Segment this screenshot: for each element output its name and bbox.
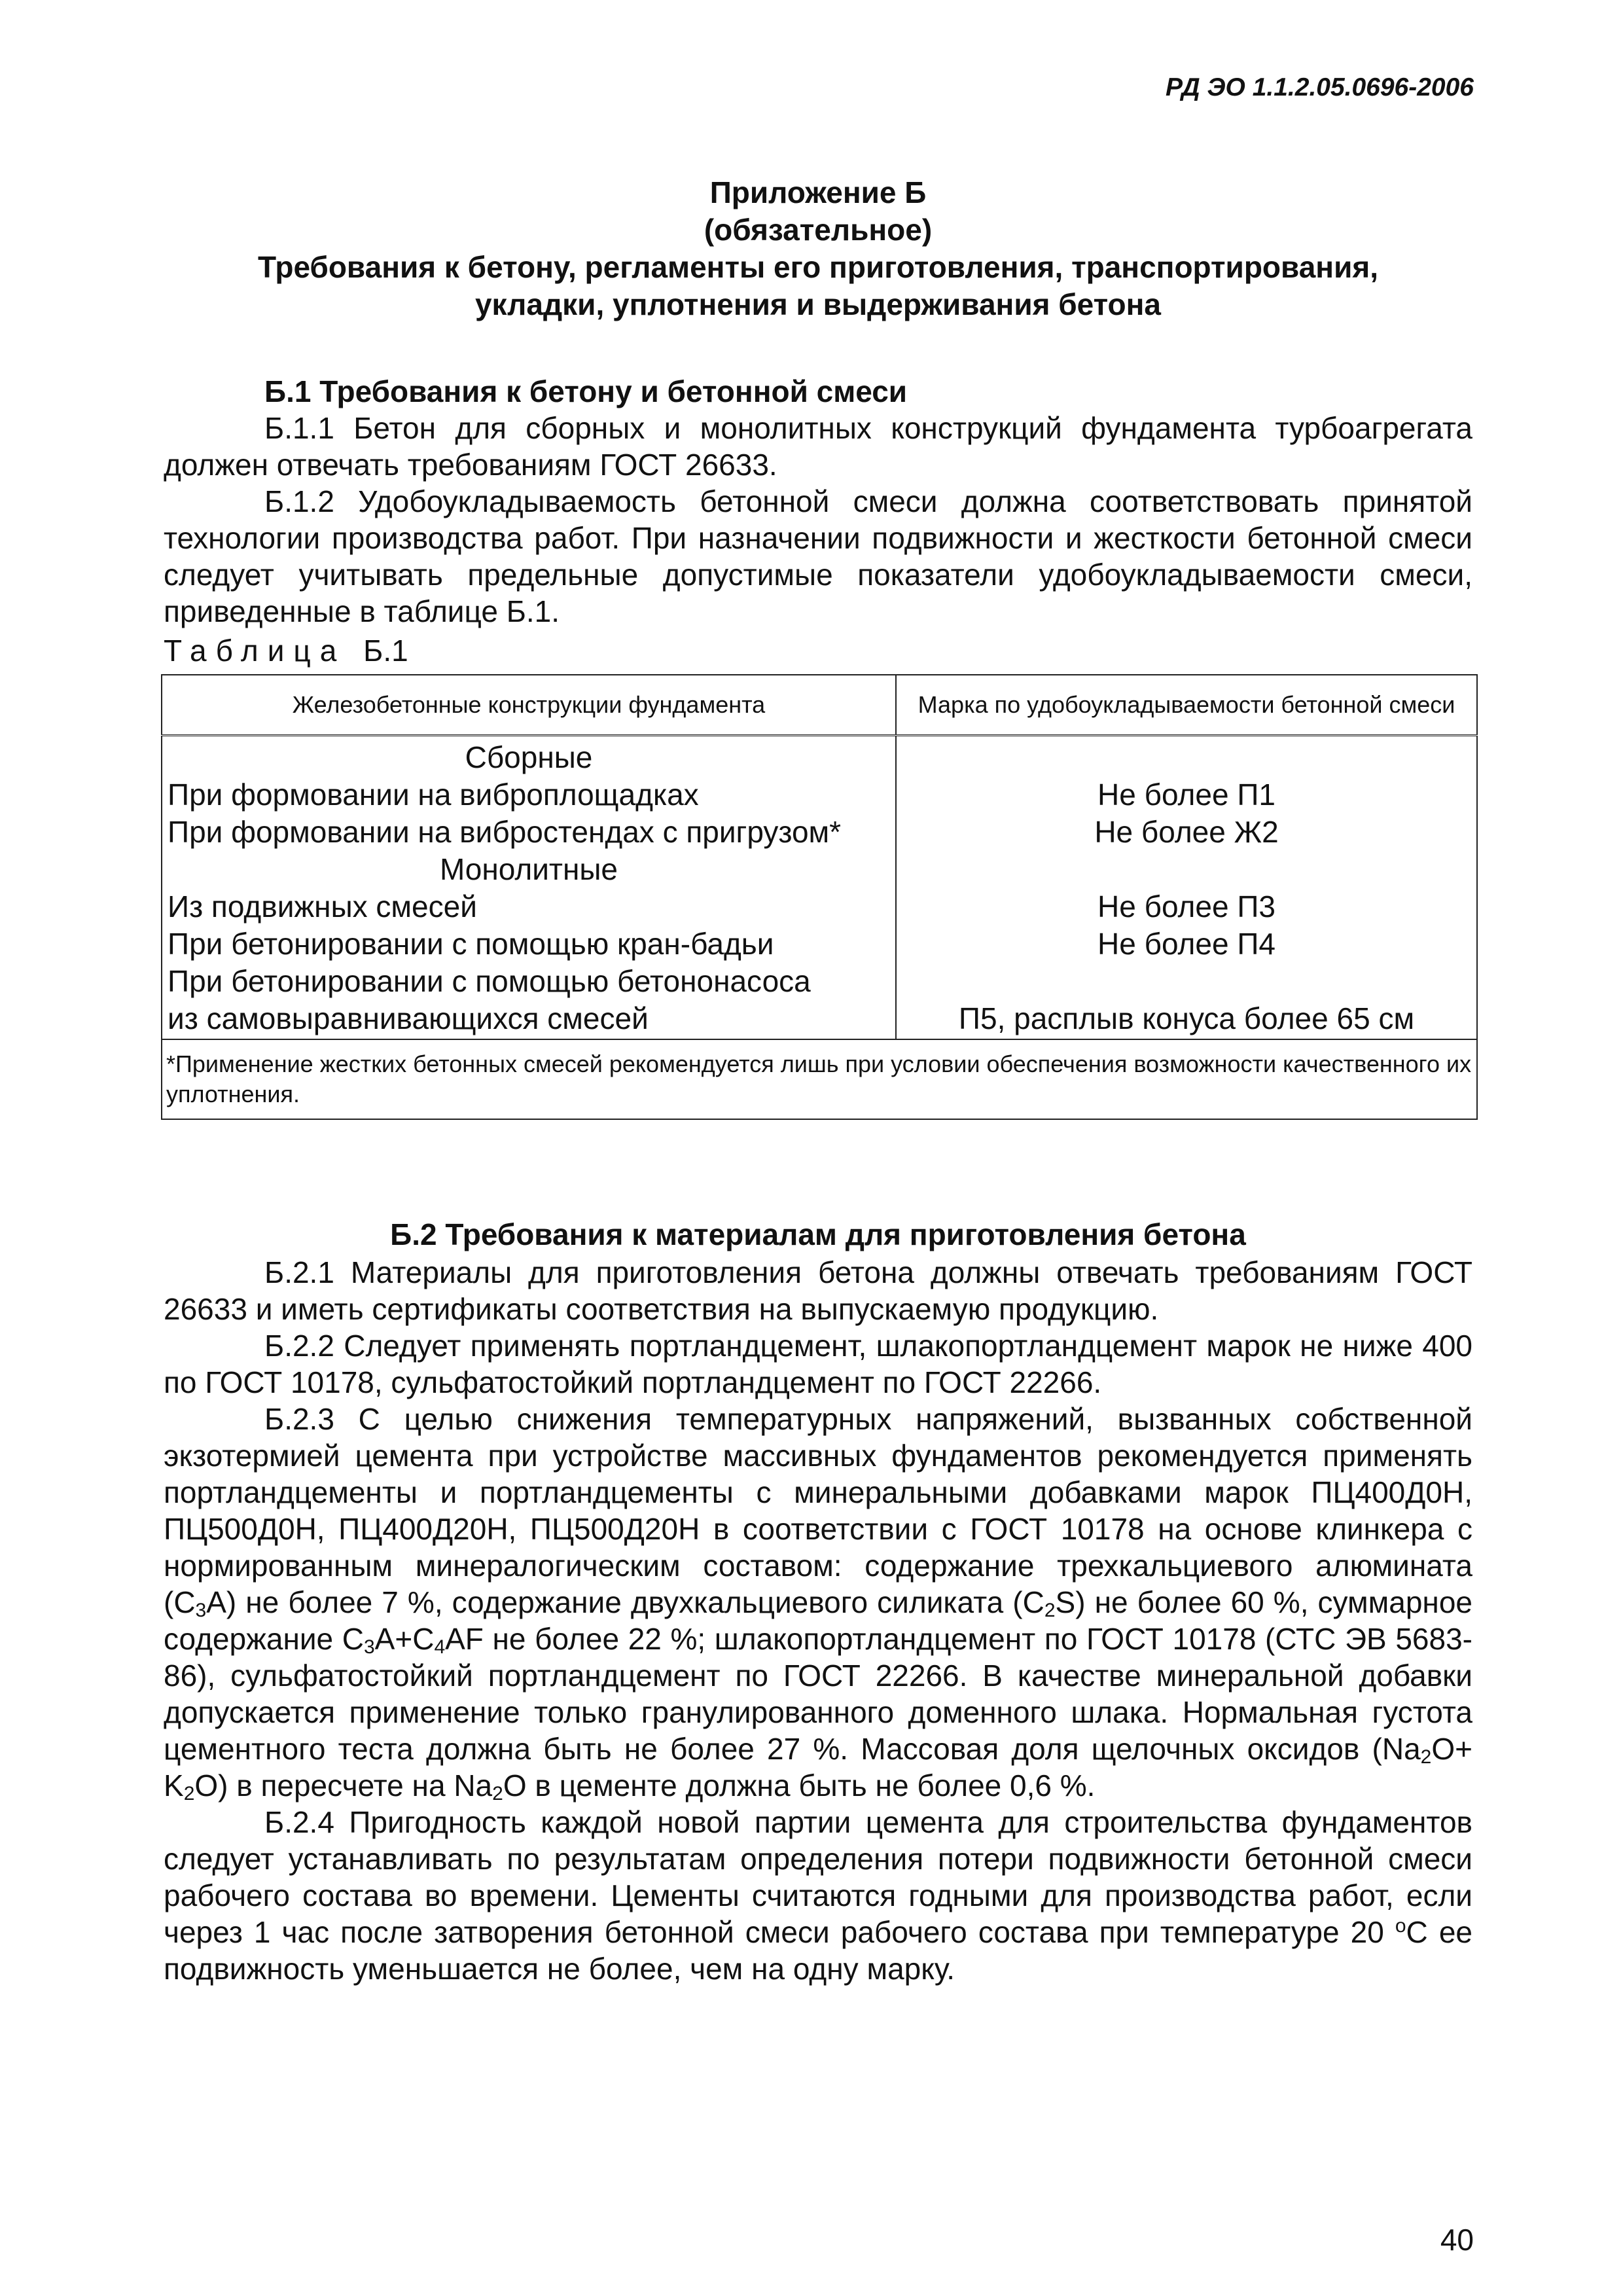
paragraph-b-2-3-text: O+ K (164, 1732, 1472, 1803)
subscript: 3 (195, 1600, 207, 1621)
table-cell-structure: Из подвижных смесей (162, 888, 896, 925)
table-row (162, 851, 1477, 888)
paragraph-b-2-4-text: Б.2.4 Пригодность каждой новой партии цемента для строительства фундаментов следует устанавливать по результатам определения потери подвижности бетонной смеси рабочего состава во времени. Цементы считаются годными для производства работ, если через 1 час после затворения бетонной смеси рабочего состава при температуре 20 (164, 1805, 1472, 1949)
table-cell-value: Не более П4 (896, 925, 1477, 963)
section-1 (164, 373, 1472, 1120)
annex-title: Приложение Б (709, 175, 927, 209)
annex-status: (обязательное) (704, 213, 933, 247)
subscript: 4 (434, 1636, 446, 1658)
page-number: 40 (1440, 2223, 1474, 2257)
paragraph-b-2-2: Б.2.2 Следует применять портландцемент, шлакопортландцемент марок не ниже 400 по ГОСТ 10178, сульфатостойкий портландцемент по ГОСТ 22266. (164, 1329, 1472, 1399)
table-cell-structure: из самовыравнивающихся смесей (162, 1000, 896, 1039)
subscript: 2 (183, 1783, 195, 1804)
paragraph-b-1-1: Б.1.1 Бетон для сборных и монолитных конструкций фундамента турбоагрегата должен отвечать требованиям ГОСТ 26633. (164, 411, 1472, 482)
table-cell-structure: При формовании на виброплощадках (162, 776, 896, 814)
subscript: 2 (492, 1783, 503, 1804)
paragraph-b-2-3-text: O в цементе должна быть не более 0,6 %. (503, 1768, 1096, 1803)
paragraph-b-2-3 (164, 1401, 1472, 1804)
table-caption (164, 632, 1472, 669)
table-cell-value (896, 963, 1477, 1000)
table-cell-value (896, 851, 1477, 888)
annex-subtitle-line2: укладки, уплотнения и выдерживания бетона (474, 287, 1162, 321)
paragraph-b-2-1: Б.2.1 Материалы для приготовления бетона должны отвечать требованиям ГОСТ 26633 и иметь сертификаты соответствия на выпускаемую продукцию. (164, 1255, 1472, 1326)
annex-heading (164, 174, 1472, 323)
document-code: РД ЭО 1.1.2.05.0696-2006 (1165, 73, 1474, 101)
table-row (162, 888, 1477, 925)
table-cell-structure: При бетонировании с помощью бетононасоса (162, 963, 896, 1000)
table-cell-group: Монолитные (162, 851, 896, 888)
paragraph-b-2-3-text: Б.2.3 С целью снижения температурных напряжений, вызванных собственной экзотермией цемента при устройстве массивных фундаментов рекомендуется применять портландцементы и портландцементы с минеральными добавками марок ПЦ400Д0Н, ПЦ500Д0Н, ПЦ400Д20Н, ПЦ500Д20Н в соответствии с ГОСТ 10178 на основе клинкера с нормированным минералогическим составом: содержание трехкальциевого алюмината (C (164, 1402, 1472, 1619)
table-cell-value: Не более Ж2 (896, 814, 1477, 851)
table-row (162, 925, 1477, 963)
section-2-title: Б.2 Требования к материалам для приготовления бетона (390, 1217, 1246, 1251)
table-cell-value: Не более П1 (896, 776, 1477, 814)
table-row (162, 776, 1477, 814)
paragraph-b-2-3-text: A+C (374, 1622, 435, 1656)
paragraph-b-2-3-text: A) не более 7 %, содержание двухкальциевого силиката (C (206, 1585, 1044, 1619)
table-cell-value: П5, расплыв конуса более 65 см (896, 1000, 1477, 1039)
paragraph-b-2-4 (164, 1804, 1472, 1987)
degree-superscript: о (1395, 1915, 1406, 1937)
table-row (162, 736, 1477, 777)
table-footnote: *Применение жестких бетонных смесей рекомендуется лишь при условии обеспечения возможности качественного их уплотнения. (162, 1039, 1477, 1119)
workability-table (161, 674, 1478, 1120)
subscript: 2 (1044, 1600, 1056, 1621)
table-header-structures: Железобетонные конструкции фундамента (162, 675, 896, 736)
table-header-grade: Марка по удобоукладываемости бетонной смеси (896, 675, 1477, 736)
table-cell-structure: При формовании на вибростендах с пригрузом* (162, 814, 896, 851)
paragraph-b-2-3-text: AF не более 22 %; шлакопортландцемент по ГОСТ 10178 (СТС ЭВ 5683-86), сульфатостойкий портландцемент по ГОСТ 22266. В качестве минеральной добавки допускается применение только гранулированного доменного шлака. Нормальная густота цементного теста должна быть не более 27 %. Массовая доля щелочных оксидов (Na (164, 1622, 1472, 1766)
paragraph-b-2-3-text: S) не более 60 %, суммарное содержание C (164, 1585, 1472, 1656)
table-row (162, 814, 1477, 851)
table-caption-number: Б.1 (363, 634, 408, 668)
table-row (162, 1000, 1477, 1039)
subscript: 3 (363, 1636, 375, 1658)
table-row (162, 963, 1477, 1000)
section-2 (164, 1216, 1472, 1987)
table-cell-value: Не более П3 (896, 888, 1477, 925)
paragraph-b-2-3-text: O) в пересчете на Na (194, 1768, 493, 1803)
table-caption-word: Таблица (164, 634, 346, 668)
paragraph-b-1-2: Б.1.2 Удобоукладываемость бетонной смеси должна соответствовать принятой технологии производства работ. При назначении подвижности и жесткости бетонной смеси следует учитывать предельные допустимые показатели удобоукладываемости смеси, приведенные в таблице Б.1. (164, 484, 1472, 628)
table-note-row (162, 1039, 1477, 1119)
table-cell-value (896, 736, 1477, 777)
annex-subtitle-line1: Требования к бетону, регламенты его приготовления, транспортирования, (258, 250, 1378, 284)
table-cell-structure: При бетонировании с помощью кран-бадьи (162, 925, 896, 963)
paragraph-b-2-4-text: С ее подвижность уменьшается не более, чем на одну марку. (164, 1915, 1473, 1986)
subscript: 2 (1420, 1746, 1432, 1768)
section-1-title: Б.1 Требования к бетону и бетонной смеси (264, 374, 908, 408)
table-cell-group: Сборные (162, 736, 896, 777)
